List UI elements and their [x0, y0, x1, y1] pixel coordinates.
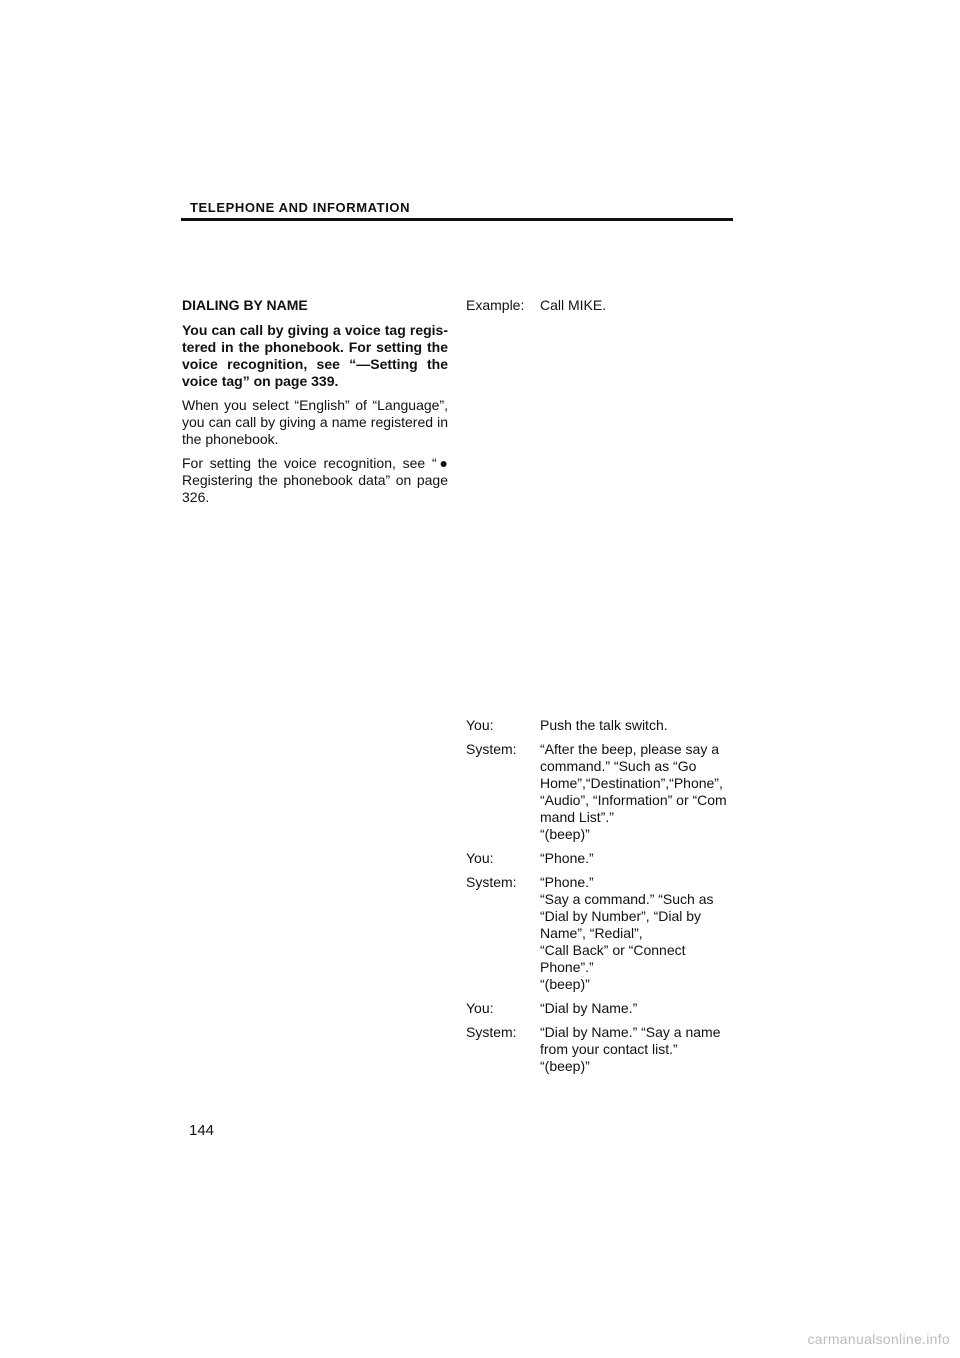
- dialogue-line: “Say a command.” “Such as: [540, 891, 714, 907]
- dialogue-line: “Dial by Name.”: [540, 1000, 638, 1016]
- section-header: TELEPHONE AND INFORMATION: [190, 200, 411, 215]
- lead-paragraph: You can call by giving a voice tag regis-tered in the phonebook. For setting the voice recognition, see “—Setting the voice tag” on page 339.: [182, 322, 448, 389]
- dialogue-line: “After the beep, please say a: [540, 741, 719, 757]
- dialogue-turn: [466, 874, 746, 993]
- dialogue-line: “Call Back” or “Connect: [540, 942, 686, 958]
- language-paragraph: When you select “English” of “Language”, you can call by giving a name registered in the phonebook.: [182, 397, 448, 447]
- dialogue-line: from your contact list.”: [540, 1041, 678, 1057]
- header-rule: [181, 218, 733, 221]
- example-text: Call MIKE.: [540, 297, 607, 313]
- example-line: [466, 297, 606, 314]
- watermark: carmanualsonline.info: [807, 1331, 950, 1347]
- dialogue-speaker: System:: [466, 741, 517, 757]
- phonebook-reference-paragraph: For setting the voice recognition, see “● Registering the phonebook data” on page 326.: [182, 455, 448, 505]
- dialogue-line: Phone”.”: [540, 959, 594, 975]
- dialogue-turn: [466, 850, 746, 867]
- page-number: 144: [189, 1122, 215, 1139]
- dialogue-line: command.” “Such as “Go: [540, 758, 697, 774]
- dialogue-line: “Dial by Number”, “Dial by: [540, 908, 702, 924]
- dialogue-line: mand List”.”: [540, 809, 614, 825]
- dialogue-turn: [466, 1024, 746, 1075]
- dialogue-line: “(beep)”: [540, 826, 590, 842]
- dialogue-speaker: System:: [466, 1024, 517, 1040]
- dialogue-speaker: You:: [466, 850, 494, 866]
- dialogue-turn: [466, 1000, 746, 1017]
- voice-dialogue: [466, 717, 746, 1082]
- dialogue-line: “Phone.”: [540, 874, 594, 890]
- dialogue-line: “(beep)”: [540, 976, 590, 992]
- dialogue-line: “Dial by Name.” “Say a name: [540, 1024, 721, 1040]
- dialogue-line: Push the talk switch.: [540, 717, 668, 733]
- dialogue-speaker: System:: [466, 874, 517, 890]
- section-heading: DIALING BY NAME: [182, 297, 308, 313]
- dialogue-line: Home”,“Destination”,“Phone”,: [540, 775, 723, 791]
- dialogue-turn: [466, 741, 746, 843]
- dialogue-line: “(beep)”: [540, 1058, 590, 1074]
- left-column: [182, 297, 448, 513]
- example-label: Example:: [466, 297, 525, 313]
- dialogue-line: Name”, “Redial”,: [540, 925, 643, 941]
- dialogue-line: “Audio”, “Information” or “Com: [540, 792, 727, 808]
- dialogue-speaker: You:: [466, 717, 494, 733]
- dialogue-turn: [466, 717, 746, 734]
- dialogue-speaker: You:: [466, 1000, 494, 1016]
- dialogue-line: “Phone.”: [540, 850, 594, 866]
